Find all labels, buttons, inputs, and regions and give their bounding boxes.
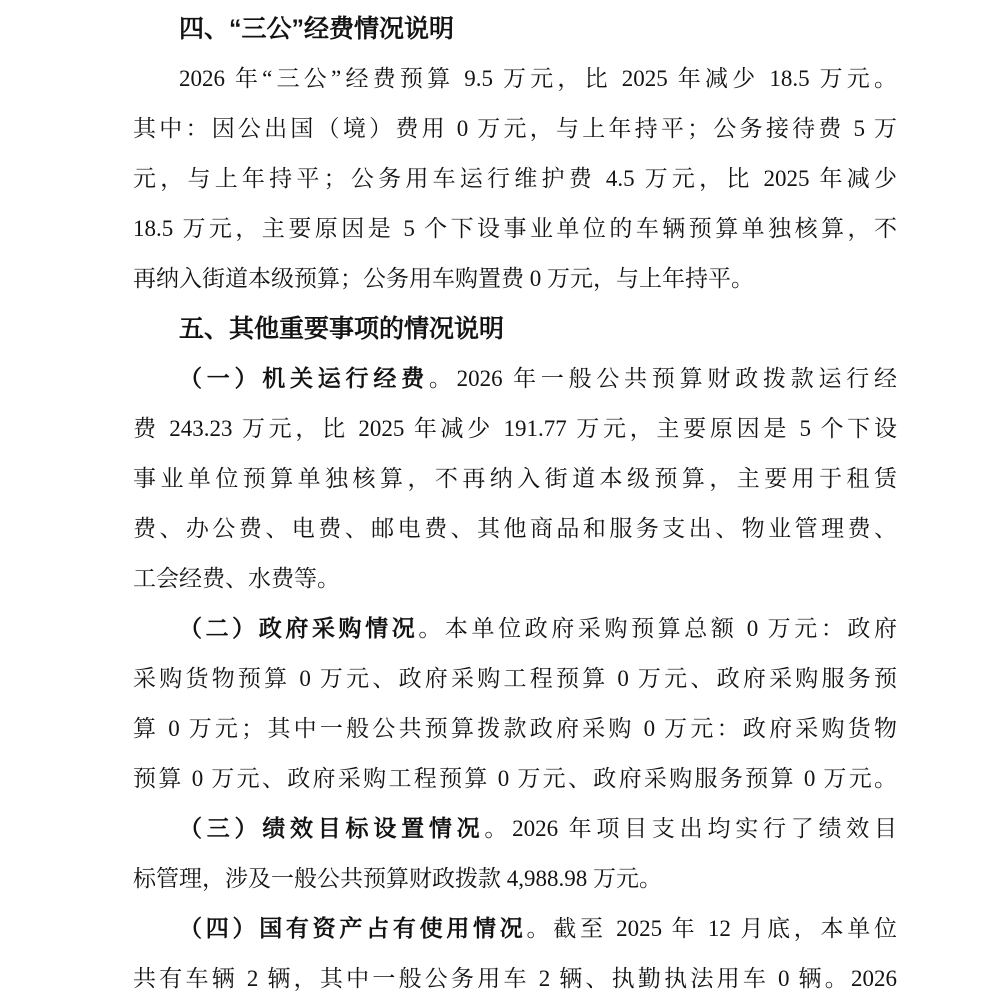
doc-line: 标管理，涉及一般公共预算财政拨款 4,988.98 万元。 (133, 866, 662, 891)
doc-line: 再纳入街道本级预算；公务用车购置费 0 万元，与上年持平。 (133, 266, 754, 291)
doc-line: 元，与上年持平；公务用车运行维护费 4.5 万元，比 2025 年减少 (133, 166, 897, 191)
doc-line: 事业单位预算单独核算，不再纳入街道本级预算，主要用于租赁 (133, 466, 897, 491)
doc-line: 采购货物预算 0 万元、政府采购工程预算 0 万元、政府采购服务预 (133, 666, 897, 691)
item-four-first-line-rest: 。截至 2025 年 12 月底，本单位 (526, 916, 897, 941)
item-one-first-line-rest: 。2026 年一般公共预算财政拨款运行经 (428, 366, 897, 391)
doc-line: 18.5 万元，主要原因是 5 个下设事业单位的车辆预算单独核算，不 (133, 216, 897, 241)
doc-line: 共有车辆 2 辆，其中一般公务用车 2 辆、执勤执法用车 0 辆。2026 (133, 966, 897, 991)
doc-line (133, 354, 897, 404)
doc-line: 费 243.23 万元，比 2025 年减少 191.77 万元，主要原因是 5 个下设 (133, 416, 897, 441)
doc-line (133, 604, 897, 654)
item-one-label: （一）机关运行经费 (179, 366, 429, 391)
doc-line: 算 0 万元；其中一般公共预算拨款政府采购 0 万元：政府采购货物 (133, 716, 897, 741)
section-five-heading: 五、其他重要事项的情况说明 (179, 315, 505, 343)
doc-line: 预算 0 万元、政府采购工程预算 0 万元、政府采购服务预算 0 万元。 (133, 766, 897, 791)
item-three-label: （三）绩效目标设置情况 (179, 816, 485, 841)
doc-line: 2026 年“三公”经费预算 9.5 万元，比 2025 年减少 18.5 万元。 (179, 66, 897, 91)
document-text-block (133, 4, 897, 993)
item-three-first-line-rest: 。2026 年项目支出均实行了绩效目 (484, 816, 897, 841)
item-two-first-line-rest: 。本单位政府采购预算总额 0 万元：政府 (418, 616, 897, 641)
doc-line: 其中：因公出国（境）费用 0 万元，与上年持平；公务接待费 5 万 (133, 116, 897, 141)
doc-line (133, 904, 897, 954)
doc-line: 费、办公费、电费、邮电费、其他商品和服务支出、物业管理费、 (133, 516, 897, 541)
item-four-label: （四）国有资产占有使用情况 (179, 916, 527, 941)
doc-line (133, 804, 897, 854)
item-two-label: （二）政府采购情况 (179, 616, 419, 641)
section-four-heading: 四、“三公”经费情况说明 (179, 15, 455, 43)
doc-line: 工会经费、水费等。 (133, 566, 340, 591)
